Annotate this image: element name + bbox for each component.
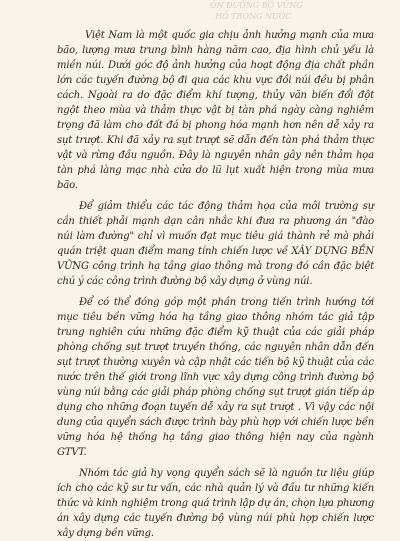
paragraph-2: Để giảm thiểu các tác động thảm họa của môi trường sự cần thiết phải mạnh dạn cân nhắc khi đưa ra phương án "đào núi làm đường" chỉ vì muốn đạt mục tiêu giá thành rẻ mà phải quán triệt quan điểm mang tính chiến lược về XÂY DỰNG BỀN VỮNG công trình hạ tầng giao thông mà trong đó cần đặc biệt chú ý các công trình đường bộ xây dựng ở vùng núi. bbox=[57, 201, 374, 287]
bleed-through-header: ÔN ĐƯỜNG BỘ VÙNG HỒ TRONG NƯỚC bbox=[210, 1, 303, 21]
paragraph-3: Để có thể đóng góp một phần trong tiến trình hướng tới mục tiêu bền vững hóa hạ tầng giao thông nhóm tác giả tập trung nghiên cứu những đặc điểm kỹ thuật của các giải pháp phòng chống sụt trượt truyền thống, các nguyên nhân dẫn đến sụt trượt thường xuyên và cập nhật các tiến bộ kỹ thuật của các nước trên thế giới trong lĩnh vực xây dựng công trình đường bộ vùng núi bằng các giải pháp phòng chống sụt trượt gián tiếp áp dụng cho những đoạn tuyến dễ xảy ra sụt trượt . Vì vậy các nội dung của quyển sách được trình bày phù hợp với chiến lược bền vững hóa hệ thống hạ tầng giao thông hiện nay của ngành GTVT. bbox=[57, 297, 374, 458]
paragraph-4: Nhóm tác giả hy vọng quyển sách sẽ là nguồn tư liệu giúp ích cho các kỹ sư tư vấn, các nhà quản lý và đầu tư những kiến thức và kinh nghiệm trong quá trình lập dự án, chọn lựa phương án xây dựng các tuyến đường bộ vùng núi phù hợp chiến lược xây dựng bền vững. bbox=[57, 468, 374, 539]
body-text bbox=[57, 28, 374, 541]
paragraph-1: Việt Nam là một quốc gia chịu ảnh hưởng mạnh của mưa bão, lượng mưa trung bình hàng năm cao, địa hình chủ yếu là miền núi. Dưới góc độ ảnh hưởng của hoạt động địa chất phần lớn các tuyến đường bộ đi qua các khu vực đồi núi đều bị phân cách. Ngoài ra do đặc điểm khí tượng, thủy văn biến đổi đột ngột theo mùa và thảm thực vật bị tàn phá ngày càng nghiêm trọng đã làm cho đất đá bị phong hóa mạnh hơn nên dễ xảy ra sụt trượt. Khi đã xảy ra sụt trượt sẽ dẫn đến tàn phá thảm thực vật và rừng đầu nguồn. Đây là nguyên nhân gây nên thảm họa tàn phá làng mạc nhà cửa do lũ lụt xuất hiện trong mùa mưa bão. bbox=[57, 30, 374, 191]
